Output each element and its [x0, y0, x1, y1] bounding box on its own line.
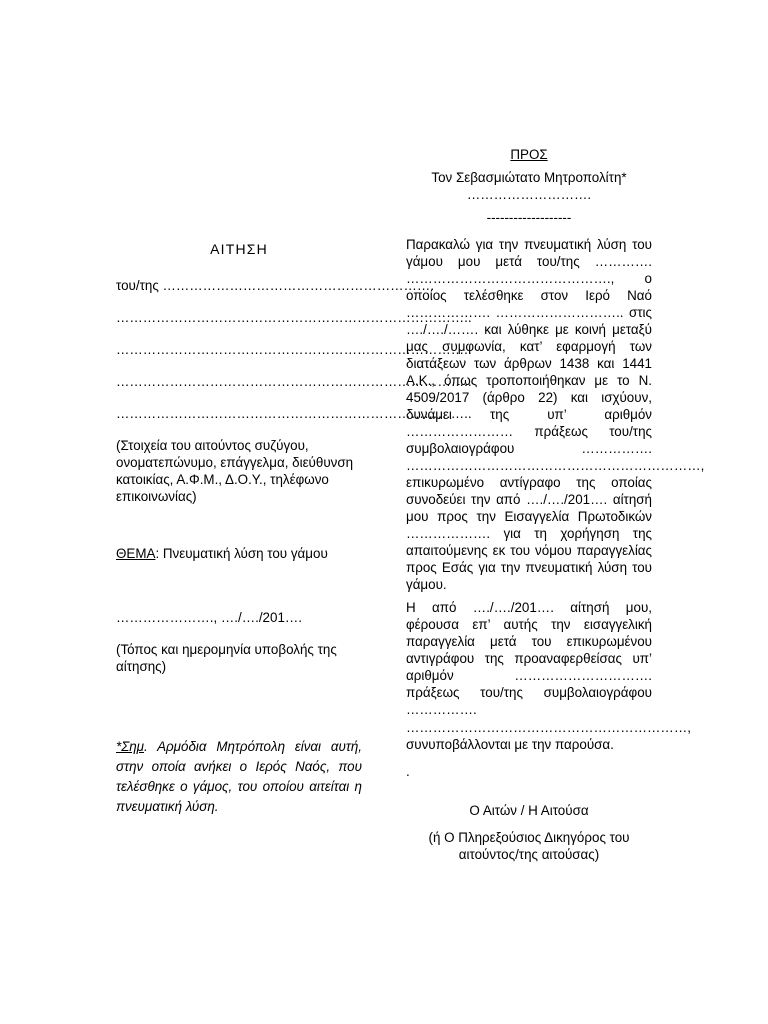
to-label: ΠΡΟΣ	[510, 147, 548, 162]
footnote-mark: *Σημ	[116, 738, 145, 754]
applicant-details-line: ……………………………………………………………………..	[116, 373, 472, 389]
request-column	[406, 146, 705, 863]
subject-line	[116, 545, 362, 562]
footnote-text: . Αρμόδια Μητρόπολη είναι αυτή, στην οποία ανήκει ο Ιερός Ναός, που τελέσθηκε ο γάμος, του οποίου αιτείται η πνευματική λύση.	[116, 738, 362, 815]
applicant-column	[116, 241, 472, 817]
recipient-dots: ……………………….	[466, 187, 592, 203]
attachments-paragraph: Η από …./…./201…. αίτησή μου, φέρουσα επ’ αυτής την εισαγγελική παραγγελία μετά του επικυρωμένου αντιγράφου της προαναφερθείσας υπ’ αριθμόν …………………………. πράξεως του/της συμβολαιογράφου ……………. ………………………………………………………, συνυποβάλλονται με την παρούσα.	[406, 600, 691, 752]
signature-label: Ο Αιτών / Η Αιτούσα	[469, 802, 589, 818]
footnote	[116, 737, 362, 817]
place-date-line: …………………., …./…./201….	[116, 609, 303, 625]
applicant-details-line: ……………………………………………………………………..	[116, 341, 472, 357]
place-date-note: (Τόπος και ημερομηνία υποβολής της αίτησης)	[116, 641, 337, 674]
applicant-details-note: (Στοιχεία του αιτούντος συζύγου, ονοματεπώνυμο, επάγγελμα, διεύθυνση κατοικίας, Α.Φ.Μ., Δ.Ο.Υ., τηλέφωνο επικοινωνίας)	[116, 437, 354, 504]
request-paragraph: Παρακαλώ για την πνευματική λύση του γάμου μου μετά του/της …………. ………………………………………., ο οποίος τελέσθηκε στον Ιερό Ναό ………………. ……………………….. στις …./…./……. και λύθηκε με κοινή μεταξύ μας συμφωνία, κατ’ εφαρμογή των διατάξεων των άρθρων 1438 και 1441 Α.Κ., όπως τροποποιήθηκαν με το Ν. 4509/2017 (άρθρο 22) και ισχύουν, δυνάμει της υπ’ αριθμόν …………………… πράξεως του/της συμβολαιογράφου ……………. …………………………………………………………, επικυρωμένο αντίγραφο της οποίας συνοδεύει την από …./…./201…. αίτησή μου προς την Εισαγγελία Πρωτοδικών ………………. για τη χορήγηση της απαιτούμενης εκ του νόμου παραγγελίας προς Εσάς για την πνευματική λύση του γάμου.	[406, 237, 705, 593]
applicant-details-line: ……………………………………………………………………..	[116, 405, 472, 421]
recipient: Τον Σεβασμιώτατο Μητροπολίτη*	[431, 170, 627, 186]
subject-text: : Πνευματική λύση του γάμου	[155, 545, 328, 561]
applicant-details-line: ……………………………………………………………………..	[116, 309, 472, 325]
subject-label: ΘΕΜΑ	[116, 545, 156, 561]
applicant-name-line: του/της …………………………………………………….	[116, 277, 435, 293]
stray-dot: .	[406, 763, 410, 779]
document-title: ΑΙΤΗΣΗ	[210, 241, 268, 257]
signature-note: (ή Ο Πληρεξούσιος Δικηγόρος του αιτούντος/της αιτούσας)	[428, 829, 630, 862]
recipient-dashes: -------------------	[486, 210, 572, 226]
